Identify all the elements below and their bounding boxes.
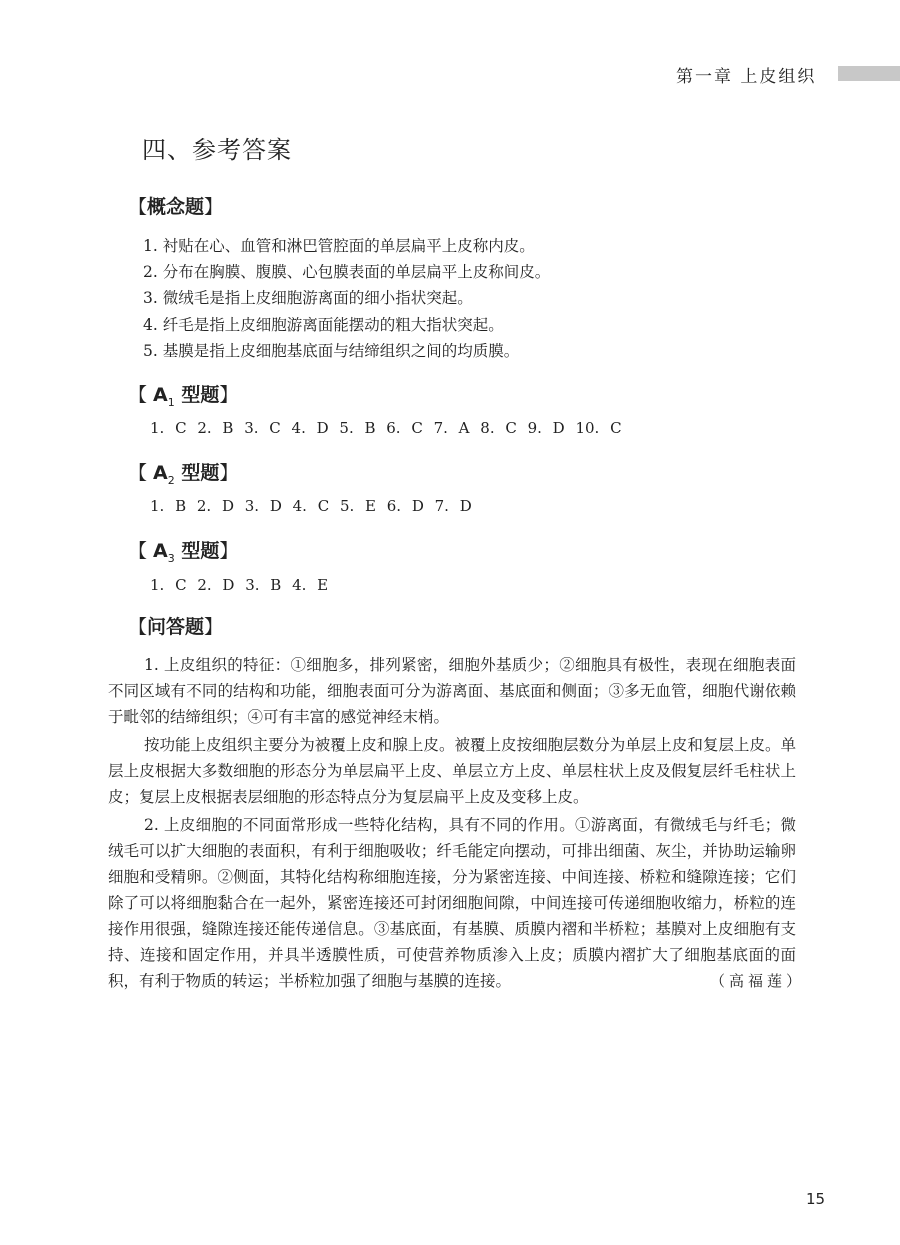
qa-paragraph: 1. 上皮组织的特征：①细胞多，排列紧密，细胞外基质少；②细胞具有极性，表现在细胞表面不同区域有不同的结构和功能，细胞表面可分为游离面、基底面和侧面；③多无血管，细胞代谢依赖于毗邻的结缔组织；④可有丰富的感觉神经末梢。 bbox=[108, 656, 796, 726]
page-number: 15 bbox=[806, 1190, 826, 1208]
concept-item: 2. 分布在胸膜、腹膜、心包膜表面的单层扁平上皮称间皮。 bbox=[143, 263, 551, 281]
header-bar bbox=[838, 66, 900, 81]
qa-heading: 【问答题】 bbox=[128, 616, 224, 638]
concept-item: 1. 衬贴在心、血管和淋巴管腔面的单层扁平上皮称内皮。 bbox=[143, 237, 535, 255]
concept-heading: 【概念题】 bbox=[128, 196, 224, 218]
concept-item: 3. 微绒毛是指上皮细胞游离面的细小指状突起。 bbox=[143, 289, 473, 307]
a3-heading: 【 $A_3$ 型题】 bbox=[128, 540, 239, 565]
concept-item: 4. 纤毛是指上皮细胞游离面能摆动的粗大指状突起。 bbox=[143, 316, 504, 334]
a3-answers: 1. C 2. D 3. B 4. E bbox=[150, 576, 329, 594]
qa-paragraph: 按功能上皮组织主要分为被覆上皮和腺上皮。被覆上皮按细胞层数分为单层上皮和复层上皮。单层上皮根据大多数细胞的形态分为单层扁平上皮、单层立方上皮、单层柱状上皮及假复层纤毛柱状上皮；复层上皮根据表层细胞的形态特点分为复层扁平上皮及变移上皮。 bbox=[108, 736, 796, 806]
chapter-header: 第一章 上皮组织 bbox=[676, 67, 817, 87]
a2-heading: 【 $A_2$ 型题】 bbox=[128, 462, 239, 487]
a2-answers: 1. B 2. D 3. D 4. C 5. E 6. D 7. D bbox=[150, 497, 472, 515]
concept-item: 5. 基膜是指上皮细胞基底面与结缔组织之间的均质膜。 bbox=[143, 342, 520, 360]
a1-answers: 1. C 2. B 3. C 4. D 5. B 6. C 7. A 8. C 9. D 10. C bbox=[150, 419, 622, 437]
section-title: 四、参考答案 bbox=[142, 136, 292, 164]
a1-heading: 【 $A_1$ 型题】 bbox=[128, 384, 239, 409]
author: （高福莲） bbox=[710, 972, 806, 990]
qa-paragraph: 2. 上皮细胞的不同面常形成一些特化结构，具有不同的作用。①游离面，有微绒毛与纤毛；微绒毛可以扩大细胞的表面积，有利于细胞吸收；纤毛能定向摆动，可排出细菌、灰尘，并协助运输卵细胞和受精卵。②侧面，其特化结构称细胞连接，分为紧密连接、中间连接、桥粒和缝隙连接；它们除了可以将细胞黏合在一起外，紧密连接还可封闭细胞间隙，中间连接可传递细胞收缩力，桥粒的连接作用很强，缝隙连接还能传递信息。③基底面，有基膜、质膜内褶和半桥粒；基膜对上皮细胞有支持、连接和固定作用，并具半透膜性质，可使营养物质渗入上皮；质膜内褶扩大了细胞基底面的面积，有利于物质的转运；半桥粒加强了细胞与基膜的连接。 bbox=[108, 816, 796, 990]
